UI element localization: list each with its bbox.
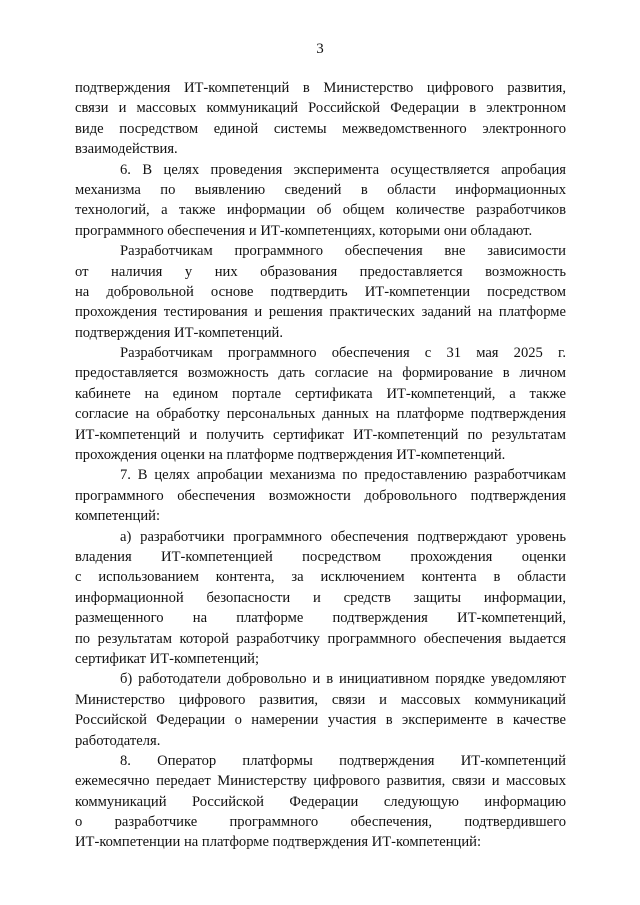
paragraph xyxy=(75,160,566,242)
text-line: размещенного на платформе подтверждения ИТ-компетенций, xyxy=(75,610,566,627)
text-line: 7. В целях апробации механизма по предоставлению разработчикам xyxy=(120,467,566,484)
text-line: Разработчикам программного обеспечения с 31 мая 2025 г. xyxy=(120,345,566,362)
text-line: взаимодействия. xyxy=(75,141,178,158)
text-line: 6. В целях проведения эксперимента осуществляется апробация xyxy=(120,161,566,178)
text-line: прохождения тестирования и решения практических заданий на платформе xyxy=(75,304,566,321)
text-line: предоставляется возможность дать согласие на формирование в личном xyxy=(75,365,566,382)
document-body xyxy=(75,78,566,853)
text-line: подтверждения ИТ-компетенций. xyxy=(75,324,283,341)
text-line: Министерство цифрового развития, связи и массовых коммуникаций xyxy=(75,691,566,708)
text-line: ежемесячно передает Министерству цифрового развития, связи и массовых xyxy=(75,773,566,790)
text-line: Разработчикам программного обеспечения вне зависимости xyxy=(120,243,566,260)
text-line: сертификат ИТ-компетенций; xyxy=(75,650,260,667)
text-line: работодателя. xyxy=(75,732,161,749)
text-line: 8. Оператор платформы подтверждения ИТ-компетенций xyxy=(120,752,566,769)
text-line: прохождения оценки на платформе подтверждения ИТ-компетенций. xyxy=(75,447,506,464)
text-line: с использованием контента, за исключением контента в области xyxy=(75,569,566,586)
paragraph xyxy=(75,669,566,751)
text-line: б) работодатели добровольно и в инициативном порядке уведомляют xyxy=(120,671,566,688)
paragraph xyxy=(75,241,566,343)
paragraph xyxy=(75,751,566,853)
text-line: технологий, а также информации об общем количестве разработчиков xyxy=(75,202,566,219)
text-line: ИТ-компетенций и получить сертификат ИТ-компетенций по результатам xyxy=(75,426,566,443)
text-line: согласие на обработку персональных данных на платформе подтверждения xyxy=(75,406,566,423)
text-line: виде посредством единой системы межведомственного электронного xyxy=(75,120,566,137)
text-line: программного обеспечения и ИТ-компетенциях, которыми они обладают. xyxy=(75,222,533,239)
text-line: на добровольной основе подтвердить ИТ-компетенции посредством xyxy=(75,283,566,300)
text-line: подтверждения ИТ-компетенций в Министерство цифрового развития, xyxy=(75,80,566,96)
text-line: связи и массовых коммуникаций Российской Федерации в электронном xyxy=(75,100,566,117)
page-number: 3 xyxy=(316,41,324,57)
text-line: компетенций: xyxy=(75,508,161,525)
text-line: коммуникаций Российской Федерации следующую информацию xyxy=(75,793,566,810)
paragraph xyxy=(75,465,566,526)
text-line: ИТ-компетенции на платформе подтверждения ИТ-компетенций: xyxy=(75,834,482,851)
text-line: кабинете на едином портале сертификата ИТ-компетенций, а также xyxy=(75,385,566,402)
text-line: информационной безопасности и средств защиты информации, xyxy=(75,589,566,606)
text-line: Российской Федерации о намерении участия в эксперименте в качестве xyxy=(75,712,566,729)
text-line: от наличия у них образования предоставляется возможность xyxy=(75,263,566,280)
paragraph xyxy=(75,343,566,465)
text-line: механизма по выявлению сведений в области информационных xyxy=(75,181,566,198)
text-line: о разработчике программного обеспечения, подтвердившего xyxy=(75,814,566,831)
text-line: а) разработчики программного обеспечения подтверждают уровень xyxy=(120,528,566,545)
text-line: программного обеспечения возможности добровольного подтверждения xyxy=(75,487,566,504)
text-line: владения ИТ-компетенцией посредством прохождения оценки xyxy=(75,548,566,565)
paragraph xyxy=(75,527,566,670)
paragraph xyxy=(75,78,566,160)
text-line: по результатам которой разработчику программного обеспечения выдается xyxy=(75,630,566,647)
